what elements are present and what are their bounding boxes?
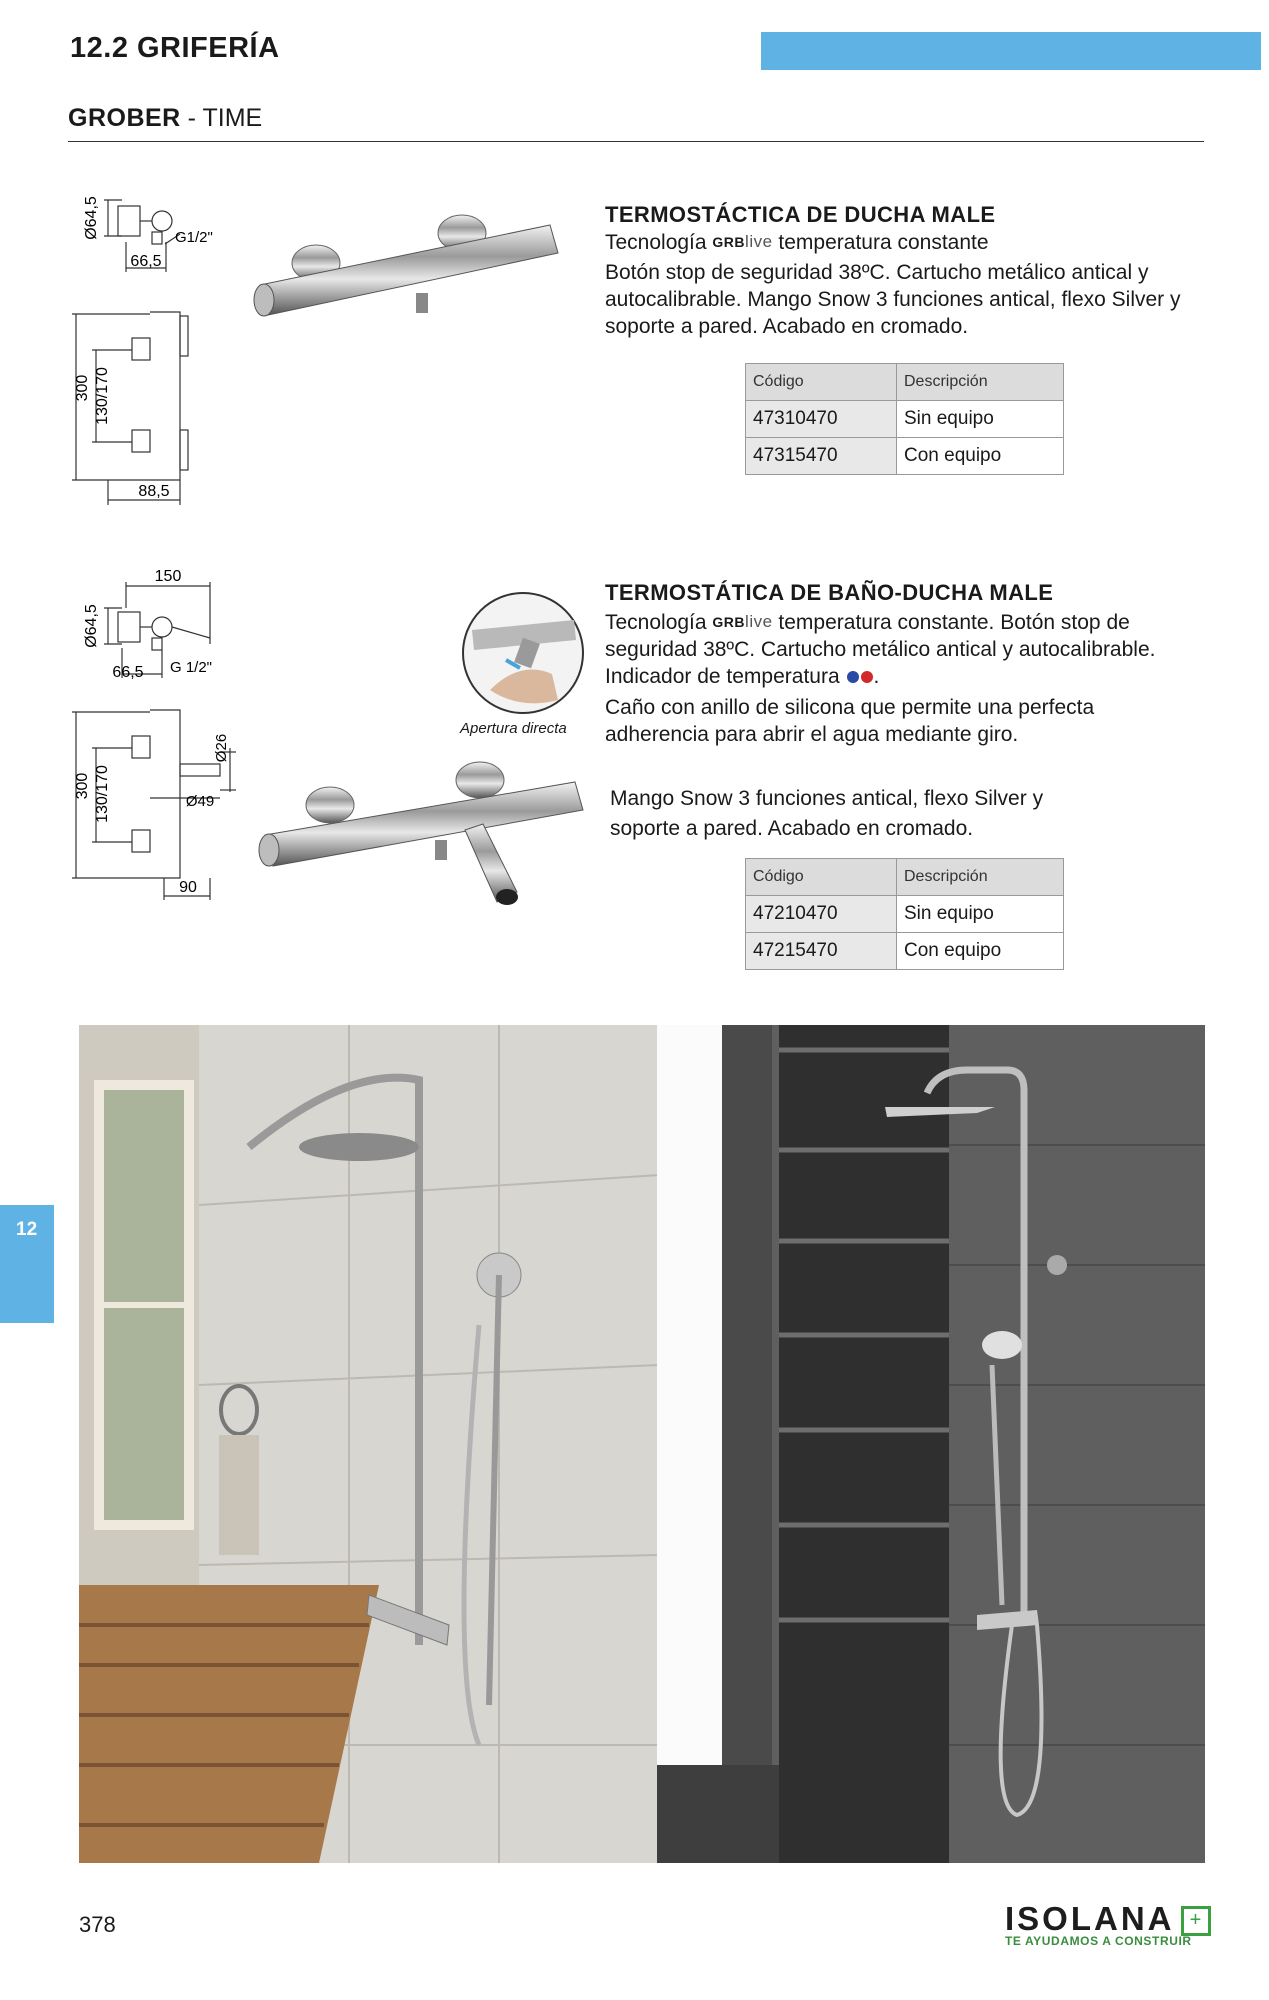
table-header-description: Descripción: [897, 364, 1064, 401]
dim-label: 300: [74, 374, 91, 402]
product-code: 47315470: [746, 438, 897, 475]
product1-image: [250, 205, 580, 345]
table-header-row: [746, 364, 1064, 401]
dim-label: 90: [179, 879, 197, 896]
table-header-description: Descripción: [897, 859, 1064, 896]
product1-title: TERMOSTÁCTICA DE DUCHA MALE: [605, 202, 996, 227]
table-header-code: Código: [746, 364, 897, 401]
tech-prefix: Tecnología: [605, 611, 707, 634]
product-desc: Con equipo: [897, 933, 1064, 970]
dim-label: 66,5: [130, 253, 162, 270]
product1-description: Botón stop de seguridad 38ºC. Cartucho metálico antical y autocalibrable. Mango Snow 3 funciones antical, flexo Silver y soporte a pared. Acabado en cromado.: [605, 261, 1181, 338]
dim-label: G1/2": [175, 229, 213, 246]
bathroom-photo-right: [657, 1025, 1205, 1863]
dim-label: 130/170: [94, 765, 111, 823]
product-code: 47215470: [746, 933, 897, 970]
brand-name: GROBER: [68, 104, 181, 132]
table-row: [746, 933, 1064, 970]
brand-separator: -: [180, 104, 203, 132]
product1-tech-line: [605, 228, 1210, 256]
tech-suffix: temperatura constante. Botón stop de seguridad 38ºC. Cartucho metálico antical y autocalibrable. Indicador de temperatura: [605, 611, 1156, 688]
product-desc: Sin equipo: [897, 896, 1064, 933]
product-code: 47310470: [746, 401, 897, 438]
product-desc: Sin equipo: [897, 401, 1064, 438]
table-header-row: [746, 859, 1064, 896]
dim-label: 88,5: [138, 483, 170, 500]
product2-extra: Caño con anillo de silicona que permite una perfecta adherencia para abrir el agua mediante giro.: [605, 696, 1095, 746]
dim-label: 150: [154, 568, 182, 585]
dim-label: 66,5: [112, 664, 144, 681]
product1-dimension-drawing: [70, 190, 230, 510]
product-code: 47210470: [746, 896, 897, 933]
cold-indicator-icon: [847, 671, 859, 683]
grb-live-logo: GRBlive: [712, 612, 773, 631]
section-title: 12.2 GRIFERÍA: [70, 32, 280, 64]
table-row: [746, 896, 1064, 933]
logo-text: ISOLANA: [1005, 1900, 1175, 1937]
grb-live-logo: GRBlive: [712, 232, 773, 251]
product2-title: TERMOSTÁTICA DE BAÑO-DUCHA MALE: [605, 580, 1054, 605]
header-accent-bar: [761, 32, 1261, 70]
table-row: [746, 438, 1064, 475]
product-desc: Con equipo: [897, 438, 1064, 475]
product1-code-table: [745, 363, 1064, 475]
product2-dimension-drawing: [70, 568, 250, 908]
bathroom-photo-left: [79, 1025, 659, 1863]
page-number: 378: [79, 1912, 116, 1937]
chapter-tab: 12: [0, 1205, 54, 1323]
tech-prefix: Tecnología: [605, 231, 707, 254]
dim-label: Ø64,5: [83, 604, 100, 648]
apertura-directa-inset: [460, 590, 586, 716]
dim-label: G 1/2": [170, 659, 213, 676]
dim-label: Ø64,5: [83, 196, 100, 240]
logo-plus-icon: +: [1181, 1906, 1211, 1936]
table-header-code: Código: [746, 859, 897, 896]
header-rule: [68, 141, 1204, 142]
tech-suffix: temperatura constante: [778, 231, 989, 254]
table-row: [746, 401, 1064, 438]
dim-label: 130/170: [94, 367, 111, 425]
product2-image: [255, 760, 595, 910]
product2-code-table: [745, 858, 1064, 970]
isolana-logo: [1005, 1900, 1211, 1948]
series-name: TIME: [202, 104, 263, 132]
product2-description: Mango Snow 3 funciones antical, flexo Silver y soporte a pared. Acabado en cromado.: [610, 787, 1044, 840]
dim-label: 300: [74, 772, 91, 800]
dim-label: Ø26: [213, 733, 230, 763]
brand-line: [68, 104, 262, 133]
dim-label: Ø49: [185, 793, 215, 810]
logo-slogan: TE AYUDAMOS A CONSTRUIR: [1005, 1934, 1192, 1948]
inset-caption: Apertura directa: [460, 720, 567, 737]
product2-tech-paragraph: Tecnología GRBlive temperatura constante. Botón stop de seguridad 38ºC. Cartucho metálico antical y autocalibrable. Indicador de temperatura .: [605, 608, 1190, 690]
hot-indicator-icon: [861, 671, 873, 683]
